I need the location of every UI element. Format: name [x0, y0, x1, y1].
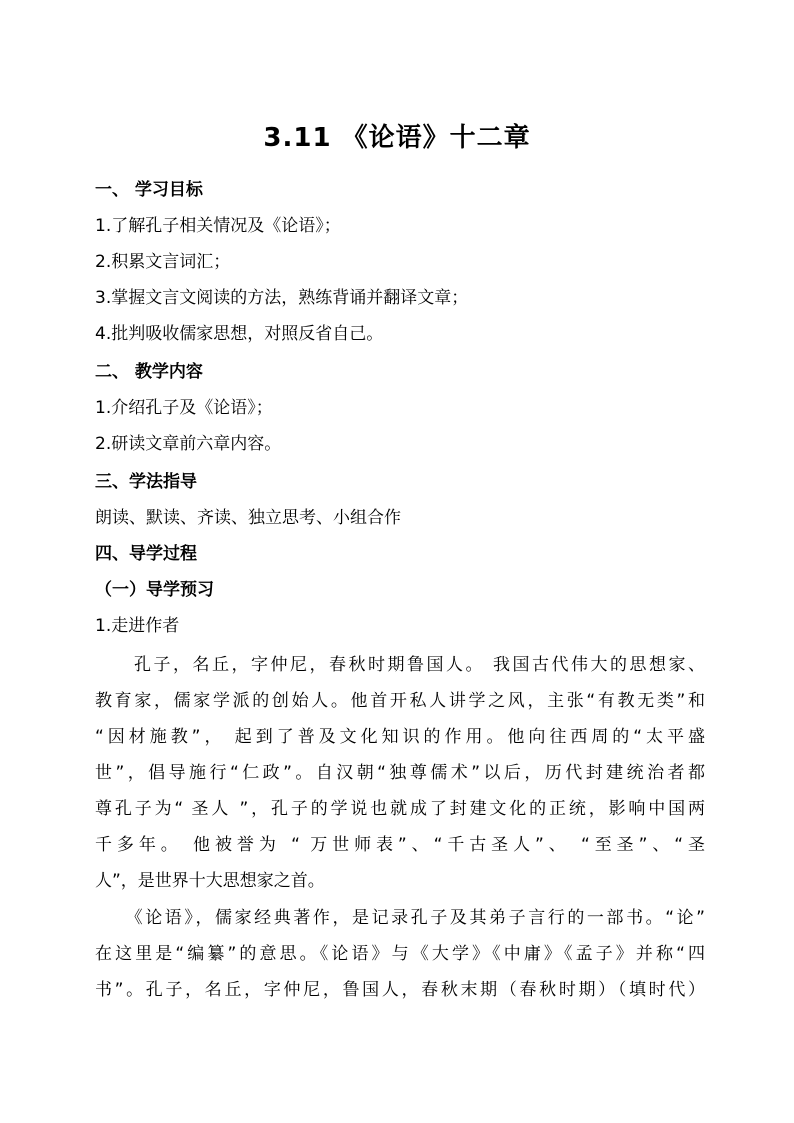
- paragraph-line: 书”。孔子，名丘，字仲尼，鲁国人，春秋末期（春秋时期）（填时代）: [95, 980, 705, 1000]
- list-item: 1.了解孔子相关情况及《论语》；: [95, 216, 341, 236]
- paragraph-line: 《论语》，儒家经典著作，是记录孔子及其弟子言行的一部书。“论”: [95, 908, 705, 928]
- section-heading-teaching-content: 二、 教学内容: [95, 362, 203, 382]
- list-item: 4.批判吸收儒家思想，对照反省自己。: [95, 324, 384, 344]
- paragraph-line: 人”，是世界十大思想家之首。: [95, 871, 325, 891]
- paragraph-line: 尊孔子为“ 圣人 ”，孔子的学说也就成了封建文化的正统，影响中国两: [95, 799, 705, 819]
- paragraph-line: “因材施教”， 起到了普及文化知识的作用。他向往西周的“太平盛: [95, 727, 705, 747]
- list-item: 1.走进作者: [95, 616, 180, 636]
- study-method-text: 朗读、默读、齐读、独立思考、小组合作: [95, 508, 401, 528]
- list-item: 1.介绍孔子及《论语》；: [95, 398, 273, 418]
- list-item: 2.研读文章前六章内容。: [95, 434, 282, 454]
- paragraph-line: 教育家，儒家学派的创始人。他首开私人讲学之风，主张“有教无类”和: [95, 691, 705, 711]
- section-heading-process: 四、导学过程: [95, 544, 197, 564]
- paragraph-line: 孔子，名丘，字仲尼，春秋时期鲁国人。 我国古代伟大的思想家、: [95, 655, 705, 675]
- section-heading-study-method: 三、学法指导: [95, 472, 197, 492]
- paragraph-line: 在这里是“编纂”的意思。《论语》与《大学》《中庸》《孟子》并称“四: [95, 944, 705, 964]
- paragraph-line: 世”，倡导施行“仁政”。自汉朝“独尊儒术”以后，历代封建统治者都: [95, 763, 705, 783]
- section-heading-learning-goals: 一、 学习目标: [95, 180, 203, 200]
- paragraph-line: 千多年。 他被誉为 “ 万世师表”、“千古圣人”、 “至圣”、“圣: [95, 835, 705, 855]
- list-item: 2.积累文言词汇；: [95, 252, 231, 272]
- page-title: 3.11 《论语》十二章: [263, 123, 531, 153]
- list-item: 3.掌握文言文阅读的方法，熟练背诵并翻译文章；: [95, 288, 469, 308]
- subsection-heading-preview: （一）导学预习: [95, 580, 214, 600]
